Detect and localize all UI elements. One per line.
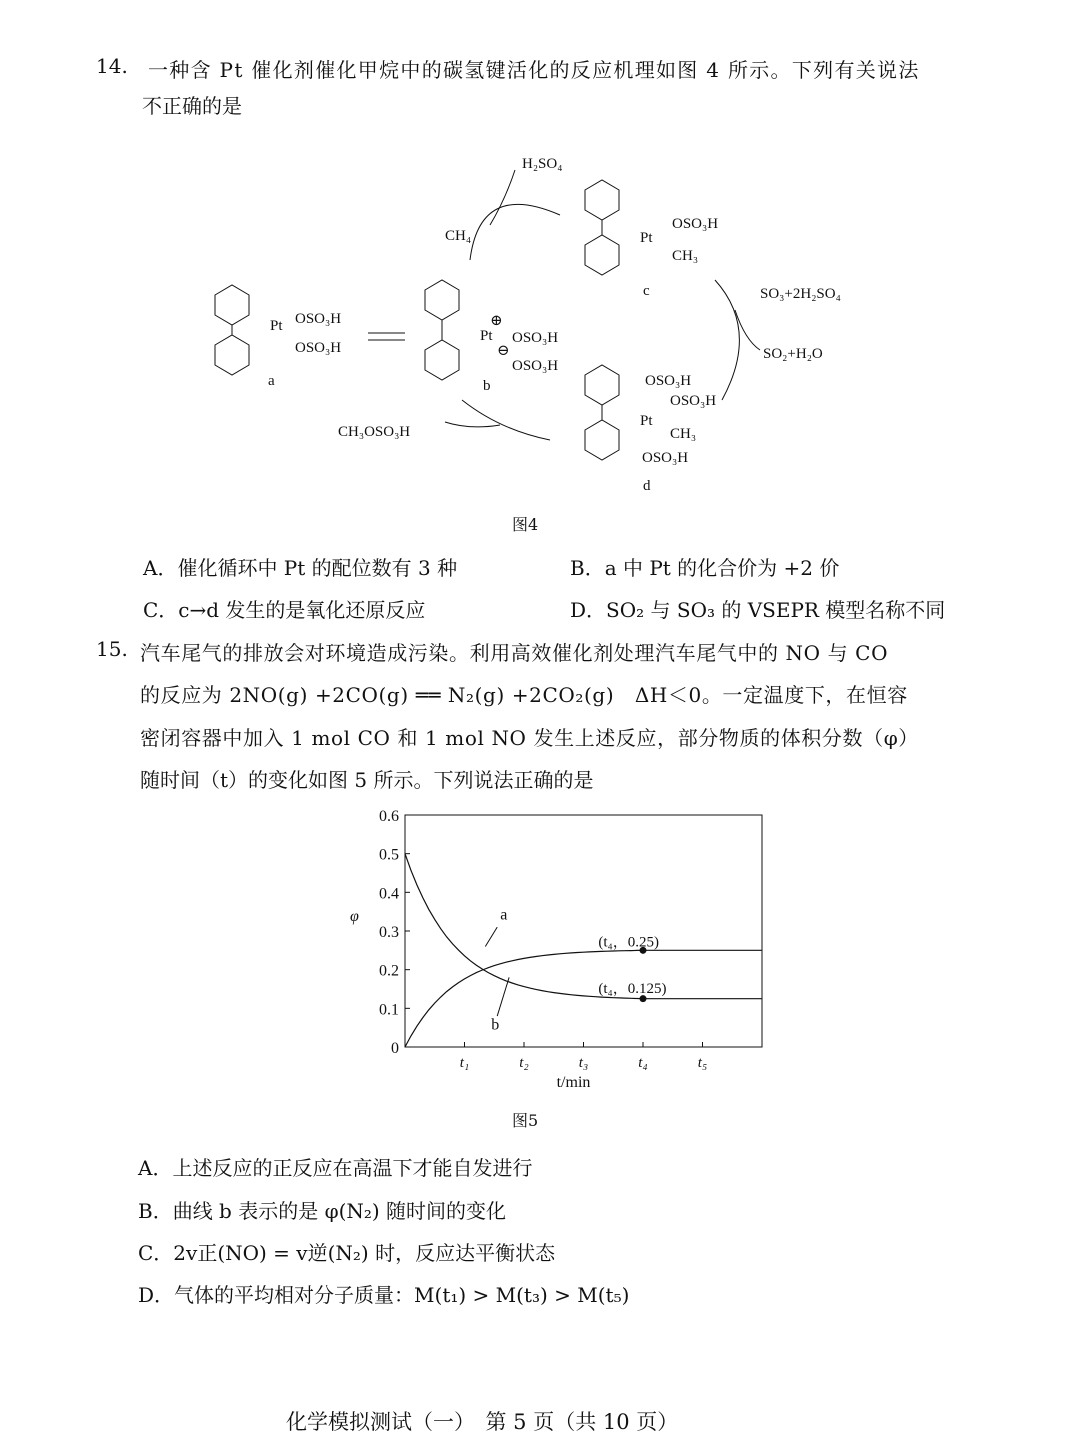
series-label-a: a	[500, 906, 508, 924]
q14-option-b: B．a 中 Pt 的化合价为 +2 价	[570, 556, 840, 580]
y-axis-label: φ	[350, 908, 359, 925]
svg-text:Pt: Pt	[640, 413, 653, 429]
q15-option-a: A．上述反应的正反应在高温下才能自发进行	[138, 1156, 533, 1180]
y-tick-label: 0.4	[379, 885, 399, 903]
svg-text:CH₃: CH₃	[670, 426, 697, 442]
figure5-caption: 图5	[512, 1111, 539, 1130]
x-tick-label: t₁	[459, 1055, 470, 1071]
x-tick-label: t₄	[638, 1055, 648, 1071]
q15-stem-line3: 密闭容器中加入 1 mol CO 和 1 mol NO 发生上述反应，部分物质的体积分数（φ）	[140, 726, 919, 750]
svg-text:b: b	[483, 378, 491, 394]
svg-text:OSO₃H: OSO₃H	[672, 216, 719, 232]
q15-option-b: B．曲线 b 表示的是 φ(N₂) 随时间的变化	[138, 1199, 507, 1223]
svg-text:Pt: Pt	[640, 230, 653, 246]
y-tick-label: 0.5	[379, 846, 399, 864]
q15-stem-line1: 汽车尾气的排放会对环境造成污染。利用高效催化剂处理汽车尾气中的 NO 与 CO	[140, 641, 889, 665]
y-tick-label: 0.2	[379, 962, 399, 980]
q15-stem-line4: 随时间（t）的变化如图 5 所示。下列说法正确的是	[140, 768, 594, 792]
q15-stem-line2: 的反应为 2NO(g) +2CO(g) ══ N₂(g) +2CO₂(g) ΔH＜0。一定温度下，在恒容	[140, 683, 908, 707]
q14-stem-line2: 不正确的是	[142, 94, 242, 118]
label-ch3oso3h: CH₃OSO₃H	[338, 424, 411, 440]
y-tick-label: 0.6	[379, 808, 399, 825]
q15-option-d: D．气体的平均相对分子质量：M(t₁) > M(t₃) > M(t₅)	[138, 1283, 630, 1307]
x-axis-label: t/min	[556, 1074, 591, 1091]
y-tick-label: 0	[391, 1040, 399, 1057]
svg-text:Pt: Pt	[270, 318, 283, 334]
series-label-b: b	[491, 1016, 500, 1034]
label-so3: SO₃+2H₂SO₄	[760, 286, 841, 302]
label-h2so4: H₂SO₄	[522, 156, 563, 172]
svg-text:OSO₃H: OSO₃H	[295, 340, 342, 356]
svg-text:a: a	[268, 373, 275, 389]
label-so2: SO₂+H₂O	[763, 346, 823, 362]
svg-text:Pt: Pt	[480, 328, 493, 344]
series-line-a	[405, 854, 762, 999]
svg-text:d: d	[643, 478, 651, 494]
series-label-b-leader	[497, 977, 509, 1016]
svg-text:OSO₃H: OSO₃H	[512, 330, 559, 346]
svg-text:OSO₃H: OSO₃H	[512, 358, 559, 374]
q15-option-c: C．2v正(NO) = v逆(N₂) 时，反应达平衡状态	[138, 1241, 556, 1265]
series-label-a-leader	[485, 927, 497, 946]
x-tick-label: t₃	[578, 1055, 589, 1071]
label-ch4: CH₄	[445, 228, 472, 244]
q14-option-c: C．c→d 发生的是氧化还原反应	[143, 598, 426, 622]
x-tick-label: t₅	[697, 1055, 708, 1071]
q14-stem-line1: 一种含 Pt 催化剂催化甲烷中的碳氢键活化的反应机理如图 4 所示。下列有关说法	[148, 58, 920, 82]
page-footer: 化学模拟测试（一） 第 5 页（共 10 页）	[286, 1410, 679, 1434]
q14-option-a: A．催化循环中 Pt 的配位数有 3 种	[143, 556, 458, 580]
q14-number: 14.	[96, 54, 128, 78]
q14-option-d: D．SO₂ 与 SO₃ 的 VSEPR 模型名称不同	[570, 598, 946, 622]
svg-text:OSO₃H: OSO₃H	[645, 373, 692, 389]
svg-text:OSO₃H: OSO₃H	[295, 311, 342, 327]
y-tick-label: 0.3	[379, 924, 399, 941]
svg-text:⊕: ⊕	[490, 313, 503, 329]
plot-frame	[405, 815, 762, 1047]
annotation-point-a: (t₄，0.25)	[598, 934, 660, 951]
svg-text:OSO₃H: OSO₃H	[642, 450, 689, 466]
svg-text:CH₃: CH₃	[672, 248, 699, 264]
y-tick-label: 0.1	[379, 1001, 399, 1019]
svg-text:c: c	[643, 283, 650, 299]
svg-text:OSO₃H: OSO₃H	[670, 393, 717, 409]
annotation-point-b: (t₄，0.125)	[598, 980, 667, 997]
q15-number: 15.	[96, 637, 128, 661]
x-tick-label: t₂	[519, 1055, 529, 1071]
svg-text:⊖: ⊖	[497, 343, 510, 359]
figure4-caption: 图4	[512, 515, 539, 534]
